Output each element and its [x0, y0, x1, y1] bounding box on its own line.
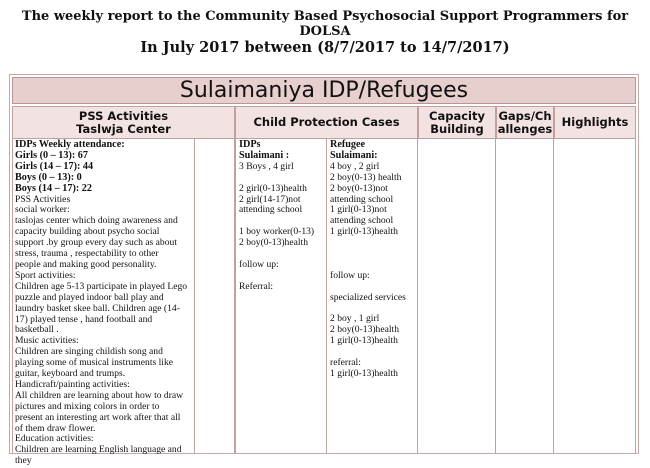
idps-cases-cell — [235, 139, 327, 453]
report-title: The weekly report to the Community Based Psychosocial Support Programmers for DOLSA — [21, 9, 629, 39]
gaps-challenges-cell — [496, 139, 554, 453]
capacity-building-cell — [418, 139, 496, 453]
refugee-case-line: 2 boy , 1 girl — [330, 313, 380, 325]
refugee-case-line: attending school — [330, 193, 394, 205]
header-highlights-label: Highlights — [561, 115, 629, 129]
pss-activities-cell — [12, 139, 195, 467]
pss-activity-line: playing some of musical instruments like — [15, 357, 174, 369]
header-pss-line1: PSS Activities — [78, 108, 169, 123]
header-pss-activities — [12, 106, 235, 139]
idps-case-line: 2 girl(14-17)not — [239, 193, 301, 205]
pss-activity-line: Handicraft/painting activities: — [15, 378, 130, 390]
header-pss-line2: Taslwja Center — [76, 121, 171, 136]
idps-subheading: Sulaimani : — [239, 149, 290, 161]
boys-14-17-count: Boys (14 – 17): 22 — [15, 182, 92, 194]
refugee-case-line: follow up: — [330, 269, 370, 281]
pss-activity-line: All children are learning about how to draw — [15, 389, 184, 401]
refugee-case-line: 2 boy(0-13)health — [330, 324, 400, 336]
header-capacity-building — [418, 106, 496, 139]
pss-activity-line: PSS Activities — [15, 193, 71, 205]
refugee-heading: Refugee — [330, 139, 366, 150]
header-gaps-line1: Gaps/Ch — [498, 108, 552, 123]
pss-activity-line: stress, trauma , respectability to other — [15, 248, 159, 260]
pss-activity-lines — [15, 195, 192, 468]
attendance-heading: IDPs Weekly attendance: — [15, 139, 125, 150]
header-child-protection-label: Child Protection Cases — [253, 115, 400, 129]
refugee-case-line: 1 girl(0-13)not — [330, 204, 387, 216]
idps-case-line: attending school — [239, 204, 303, 216]
refugee-case-line — [330, 249, 414, 260]
pss-activity-line: taslojas center which doing awareness and — [15, 215, 178, 227]
idps-case-line: 2 girl(0-13)health — [239, 182, 307, 194]
idps-case-line: 2 boy(0-13)health — [239, 237, 309, 249]
idps-heading: IDPs — [239, 139, 261, 150]
idps-case-line: follow up: — [239, 258, 279, 270]
header-capacity-line1: Capacity — [429, 108, 485, 123]
pss-activity-line: 17) played tense , hand football and — [15, 313, 153, 325]
pss-activity-line: Children age 5-13 participate in played Lego — [15, 280, 188, 292]
pss-activity-line: guitar, keyboard and trumps. — [15, 368, 126, 380]
refugee-case-line — [330, 282, 414, 293]
pss-activity-line: social worker: — [15, 204, 70, 216]
pss-activity-line: pictures and mixing colors in order to — [15, 400, 160, 412]
refugee-case-line: specialized services — [330, 291, 406, 303]
pss-activity-line: of them draw flower. — [15, 422, 96, 434]
highlights-cell — [554, 139, 636, 453]
refugee-subheading: Sulaimani: — [330, 149, 378, 161]
header-capacity-line2: Building — [430, 121, 484, 136]
header-gaps-line2: allenges — [497, 121, 553, 136]
pss-activity-line: Education activities: — [15, 433, 94, 445]
refugee-cases-cell — [327, 139, 418, 453]
idps-case-line: 3 Boys , 4 girl — [239, 160, 294, 172]
pss-activity-line: puzzle and played indoor ball play and — [15, 291, 164, 303]
refugee-case-line: 2 boy(0-13) health — [330, 171, 402, 183]
idps-case-line: Referral: — [239, 280, 274, 292]
refugee-case-line: 4 boy , 2 girl — [330, 160, 380, 172]
idps-case-line: 1 boy worker(0-13) — [239, 226, 315, 238]
refugee-case-line: 1 girl(0-13)health — [330, 367, 398, 379]
pss-activity-line: Sport activities: — [15, 269, 76, 281]
pss-activity-line: people and making good personality. — [15, 258, 157, 270]
refugee-case-lines — [330, 162, 414, 380]
report-table — [9, 74, 639, 467]
girls-14-17-count: Girls (14 – 17): 44 — [15, 160, 94, 172]
header-highlights — [554, 106, 636, 139]
pss-activity-line: laundry basket skee ball. Children age (14- — [15, 302, 180, 314]
refugee-case-line: 2 boy(0-13)not — [330, 182, 388, 194]
idps-case-line — [239, 173, 323, 184]
pss-activity-line: Music activities: — [15, 335, 79, 347]
pss-activity-line: Children are learning English language and they — [15, 444, 182, 467]
pss-activity-line: basketball . — [15, 324, 59, 336]
header-child-protection — [235, 106, 418, 139]
pss-activity-line: support .by group every day such as about — [15, 237, 177, 249]
refugee-case-line: 1 girl(0-13)health — [330, 335, 398, 347]
refugee-case-line: referral: — [330, 357, 361, 369]
location-banner: Sulaimaniya IDP/Refugees — [12, 77, 636, 104]
pss-activity-line: Children are singing childish song and — [15, 346, 163, 358]
idps-case-lines — [239, 162, 323, 293]
refugee-case-line: 1 girl(0-13)health — [330, 226, 398, 238]
pss-side-cell — [195, 139, 235, 453]
pss-activity-line: present an interesting art work after that all — [15, 411, 181, 423]
boys-0-13-count: Boys (0 – 13): 0 — [15, 171, 82, 183]
pss-activity-line: capacity building about psycho social — [15, 226, 160, 238]
report-period: In July 2017 between (8/7/2017 to 14/7/2017) — [140, 39, 510, 56]
refugee-case-line — [330, 238, 414, 249]
girls-0-13-count: Girls (0 – 13): 67 — [15, 149, 88, 161]
refugee-case-line: attending school — [330, 215, 394, 227]
header-gaps-challenges — [496, 106, 554, 139]
